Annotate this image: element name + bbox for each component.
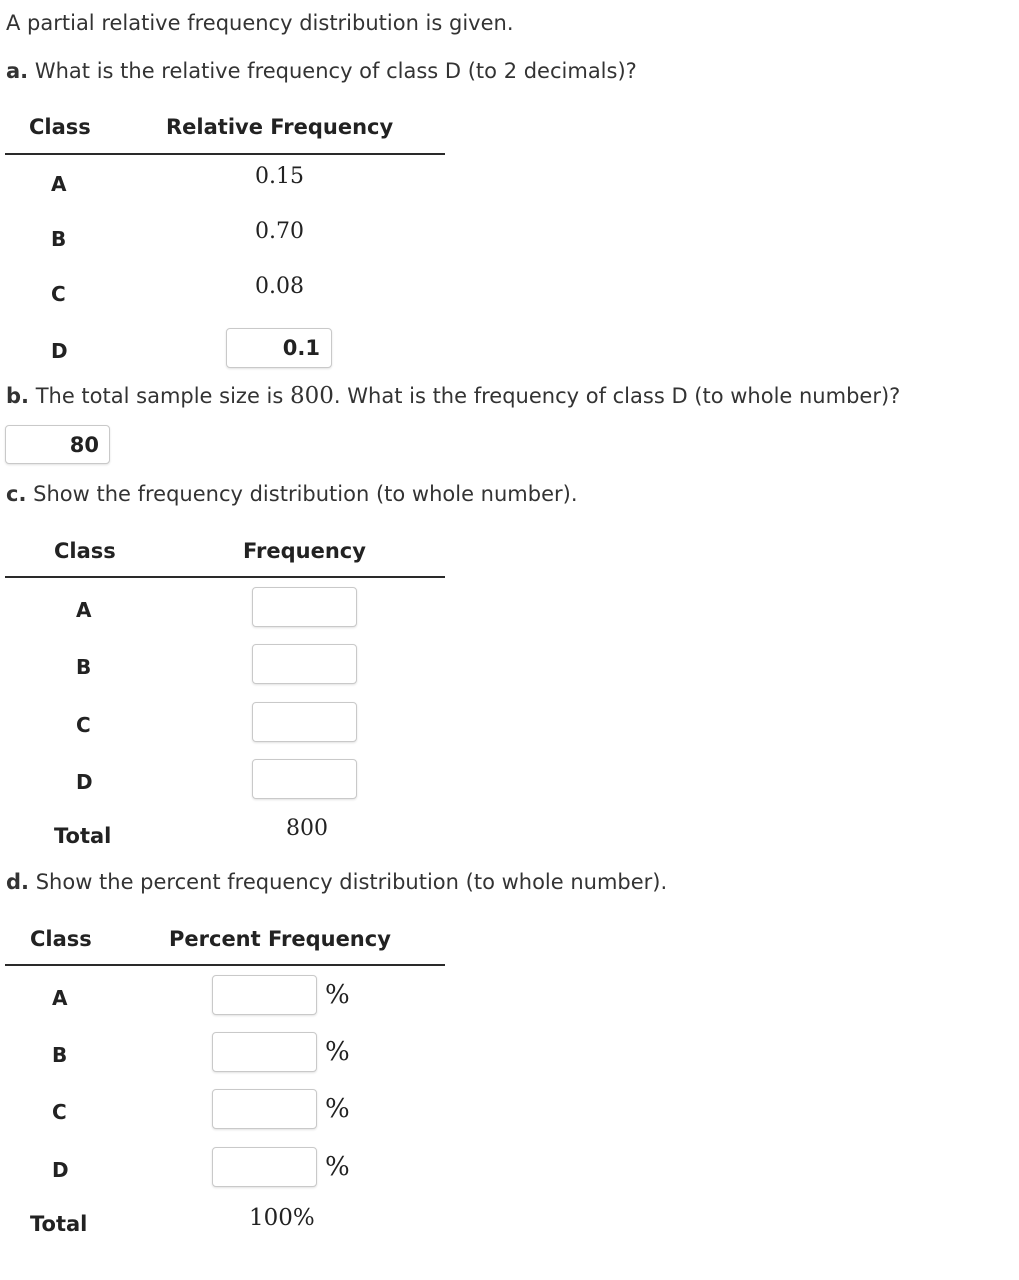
percent-sign-c: % — [325, 1094, 350, 1124]
table-c-total-value: 800 — [286, 816, 328, 841]
table-c-class-a: A — [76, 598, 92, 622]
part-c-text: Show the frequency distribution (to whole number). — [33, 482, 578, 506]
table-a-class-c: C — [51, 282, 66, 306]
table-a-value-b: 0.70 — [255, 219, 304, 244]
table-c-header-class: Class — [54, 539, 116, 563]
table-a-class-a: A — [51, 172, 67, 196]
part-b-letter: b. — [6, 384, 30, 408]
frequency-b-input[interactable] — [252, 644, 357, 684]
table-d-class-a: A — [52, 986, 68, 1010]
table-a-header-class: Class — [29, 115, 91, 139]
part-d-letter: d. — [6, 870, 30, 894]
table-a-value-c: 0.08 — [255, 274, 304, 299]
table-d-total-value: 100% — [249, 1205, 315, 1231]
frequency-c-input[interactable] — [252, 702, 357, 742]
part-a-letter: a. — [6, 59, 29, 83]
part-c-letter: c. — [6, 482, 27, 506]
part-d-text: Show the percent frequency distribution (to whole number). — [35, 870, 668, 894]
percent-sign-b: % — [325, 1037, 350, 1067]
percent-c-input[interactable] — [212, 1089, 317, 1129]
part-a-question — [6, 61, 637, 82]
table-a-value-a: 0.15 — [255, 164, 304, 189]
table-c-total-label: Total — [54, 824, 112, 848]
table-c-class-d: D — [76, 770, 93, 794]
percent-b-input[interactable] — [212, 1032, 317, 1072]
table-c-header-frequency: Frequency — [243, 539, 366, 563]
table-d-header-rule — [5, 964, 445, 966]
part-b-text-pre: The total sample size is — [35, 384, 284, 408]
percent-sign-d: % — [325, 1152, 350, 1182]
frequency-d-row-input[interactable] — [252, 759, 357, 799]
percent-a-input[interactable] — [212, 975, 317, 1015]
part-b-text-post: . What is the frequency of class D (to whole number)? — [333, 384, 901, 408]
table-a-class-b: B — [51, 227, 67, 251]
part-b-sample-size: 800 — [290, 383, 334, 409]
table-a-header-relative-frequency: Relative Frequency — [166, 115, 394, 139]
percent-d-input[interactable] — [212, 1147, 317, 1187]
table-d-total-label: Total — [30, 1212, 88, 1236]
part-c-question — [6, 484, 578, 505]
table-c-class-c: C — [76, 713, 91, 737]
part-a-text: What is the relative frequency of class D (to 2 decimals)? — [34, 59, 637, 83]
table-a-class-d: D — [51, 339, 68, 363]
table-d-class-b: B — [52, 1043, 68, 1067]
frequency-a-input[interactable] — [252, 587, 357, 627]
table-d-header-percent-frequency: Percent Frequency — [169, 927, 391, 951]
table-c-class-b: B — [76, 655, 92, 679]
table-c-header-rule — [5, 576, 445, 578]
table-d-class-c: C — [52, 1100, 67, 1124]
table-a-header-rule — [5, 153, 445, 155]
part-d-question — [6, 872, 667, 893]
table-d-header-class: Class — [30, 927, 92, 951]
percent-sign-a: % — [325, 980, 350, 1010]
intro-text: A partial relative frequency distribution is given. — [6, 11, 514, 35]
relative-frequency-d-input[interactable]: 0.1 — [226, 328, 332, 368]
part-b-question — [6, 385, 900, 408]
frequency-d-input[interactable]: 80 — [5, 425, 110, 464]
table-d-class-d: D — [52, 1158, 69, 1182]
